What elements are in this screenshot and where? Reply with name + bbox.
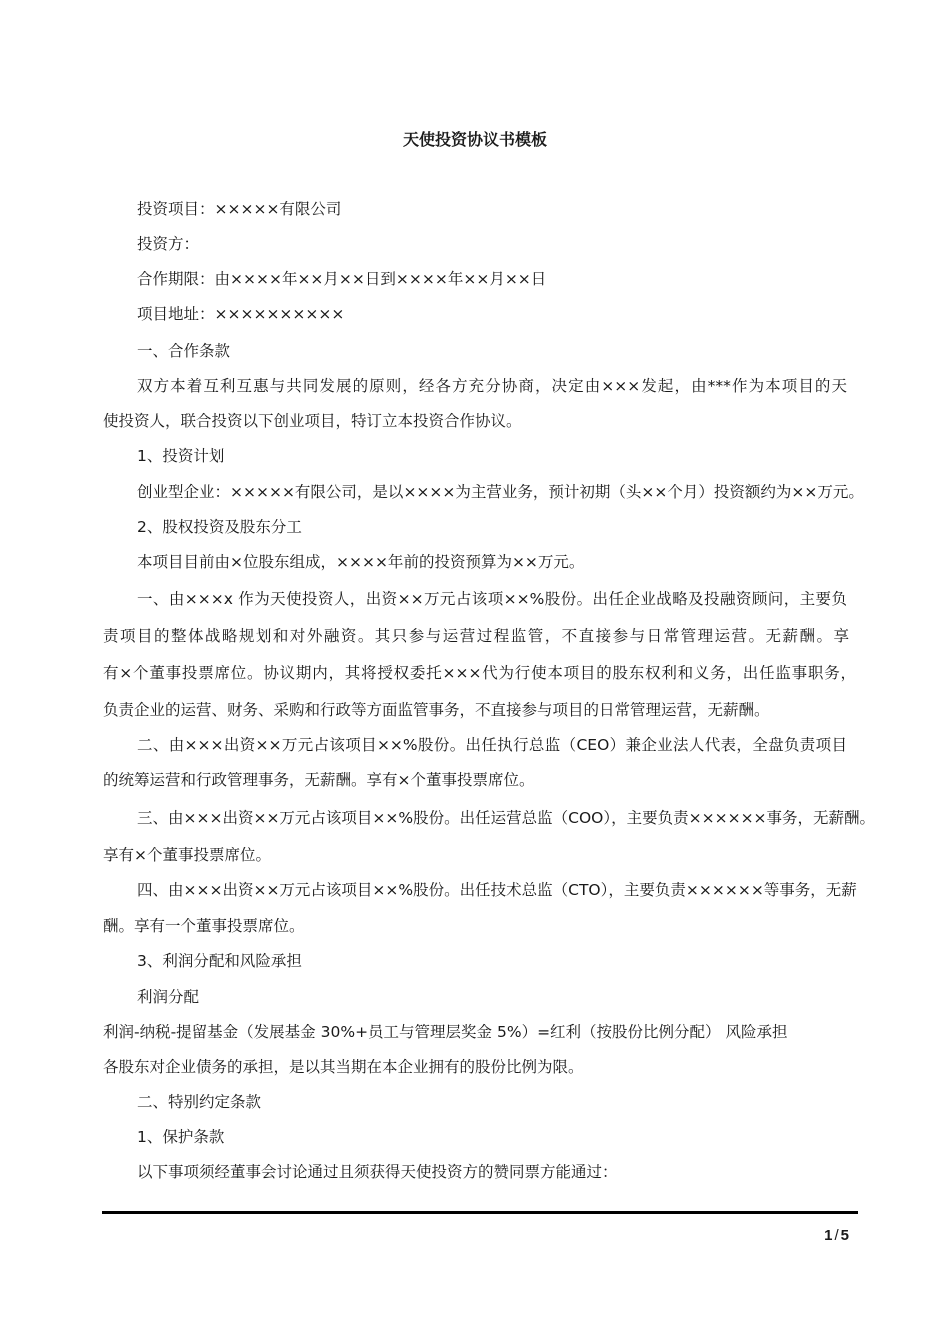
paragraph-line: 双方本着互利互惠与共同发展的原则，经各方充分协商，决定由×××发起，由***作为本项目的天 (137, 377, 847, 395)
paragraph-line: 创业型企业：×××××有限公司，是以××××为主营业务，预计初期（头××个月）投资额约为××万元。 (137, 483, 864, 501)
section-heading-special-terms: 二、特别约定条款 (137, 1093, 262, 1111)
paragraph-line: 利润-纳税-提留基金（发展基金 30%+员工与管理层奖金 5%）=红利（按股份比例分配） 风险承担 (103, 1023, 788, 1041)
investor-line: 投资方： (137, 235, 200, 253)
address-line: 项目地址：×××××××××× (137, 305, 345, 323)
paragraph-line: 以下事项须经董事会讨论通过且须获得天使投资方的赞同票方能通过： (137, 1163, 618, 1181)
paragraph-line: 四、由×××出资××万元占该项目××%股份。出任技术总监（CTO），主要负责××××××等事务，无薪 (137, 881, 857, 899)
paragraph-line: 有×个董事投票席位。协议期内，其将授权委托×××代为行使本项目的股东权利和义务，出任监事职务， (103, 664, 856, 682)
document-title: 天使投资协议书模板 (402, 130, 547, 149)
term-line: 合作期限：由××××年××月××日到××××年××月××日 (137, 270, 547, 288)
subheading-protection: 1、保护条款 (137, 1128, 225, 1146)
paragraph-line: 享有×个董事投票席位。 (103, 846, 271, 864)
project-line: 投资项目：×××××有限公司 (137, 200, 342, 218)
section-heading-cooperation: 一、合作条款 (137, 342, 231, 360)
subheading-profit-risk: 3、利润分配和风险承担 (137, 952, 302, 970)
footer-divider (102, 1211, 858, 1214)
paragraph-line: 酬。享有一个董事投票席位。 (103, 917, 305, 935)
paragraph-line: 责项目的整体战略规划和对外融资。其只参与运营过程监管，不直接参与日常管理运营。无薪酬。享 (103, 627, 849, 645)
paragraph-line: 负责企业的运营、财务、采购和行政等方面监管事务，不直接参与项目的日常管理运营，无薪酬。 (103, 701, 770, 719)
paragraph-line: 二、由×××出资××万元占该项目××%股份。出任执行总监（CEO）兼企业法人代表，全盘负责项目 (137, 736, 847, 754)
page-current: 1 (824, 1227, 833, 1244)
subheading-equity: 2、股权投资及股东分工 (137, 518, 302, 536)
subheading-profit-distribution: 利润分配 (137, 988, 200, 1006)
subheading-investment-plan: 1、投资计划 (137, 447, 225, 465)
paragraph-line: 本项目目前由×位股东组成，××××年前的投资预算为××万元。 (137, 553, 585, 571)
paragraph-line: 三、由×××出资××万元占该项目××%股份。出任运营总监（COO），主要负责××××××事务，无薪酬。 (137, 809, 876, 827)
page-number (824, 1225, 849, 1247)
paragraph-line: 使投资人，联合投资以下创业项目，特订立本投资合作协议。 (103, 412, 522, 430)
paragraph-line: 各股东对企业债务的承担，是以其当期在本企业拥有的股份比例为限。 (103, 1058, 584, 1076)
paragraph-line: 的统筹运营和行政管理事务，无薪酬。享有×个董事投票席位。 (103, 771, 535, 789)
paragraph-line: 一、由×××x 作为天使投资人，出资××万元占该项××%股份。出任企业战略及投融资顾问，主要负 (137, 590, 847, 608)
page-total: 5 (840, 1227, 849, 1244)
page-separator: / (834, 1227, 839, 1244)
